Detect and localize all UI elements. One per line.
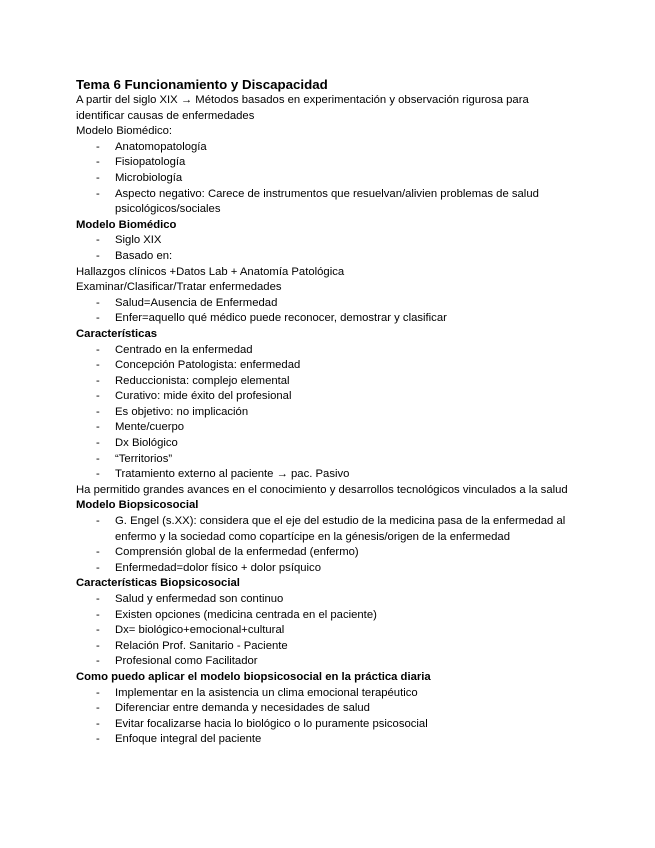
bullet-dash: - (96, 374, 100, 387)
heading-caracteristicas: Características (76, 327, 158, 340)
bullet-dash: - (96, 624, 100, 637)
bullet-dash: - (96, 249, 100, 262)
list-item: - Profesional como Facilitador (76, 654, 576, 670)
list-item: - Comprensión global de la enfermedad (enfermo) (76, 545, 576, 561)
bullet-dash: - (96, 187, 100, 200)
bullet-dash: - (96, 156, 100, 169)
bullet-dash: - (96, 702, 100, 715)
modelo-label: Modelo Biomédico: (76, 125, 173, 138)
list-practica-diaria (76, 686, 576, 748)
list-caracteristicas-biopsicosocial (76, 592, 576, 670)
list-item: - Dx= biológico+emocional+cultural (76, 623, 576, 639)
bullet-dash: - (96, 717, 100, 730)
list-item: - Es objetivo: no implicación (76, 405, 576, 421)
bullet-dash: - (96, 733, 100, 746)
bullet-dash: - (96, 593, 100, 605)
list-item: - Microbiología (76, 171, 576, 187)
document-body (76, 77, 576, 748)
list-item: - Aspecto negativo: Carece de instrumentos que resuelvan/alivien problemas de salud psicológicos/sociales (96, 187, 539, 216)
bullet-dash: - (96, 686, 100, 699)
bullet-dash: - (96, 296, 100, 309)
bullet-dash: - (96, 468, 100, 481)
heading-caracteristicas-biopsicosocial: Características Biopsicosocial (76, 577, 240, 590)
avances-paragraph: Ha permitido grandes avances en el conocimiento y desarrollos tecnológicos vinculados a la salud (76, 483, 568, 496)
list-item: - Basado en: (76, 249, 576, 265)
intro-paragraph: A partir del siglo XIX → Métodos basados en experimentación y observación rigurosa para identificar causas de enfermedades (76, 94, 529, 122)
list-item: - Centrado en la enfermedad (76, 343, 576, 359)
bullet-dash: - (96, 452, 100, 465)
hallazgos-line: Hallazgos clínicos +Datos Lab + Anatomía Patológica (76, 265, 345, 278)
list-item: - Evitar focalizarse hacia lo biológico o lo puramente psicosocial (76, 717, 576, 733)
bullet-dash: - (96, 561, 100, 574)
bullet-dash: - (96, 546, 100, 559)
list-item: - Anatomopatología (76, 140, 576, 156)
heading-como-aplicar: Como puedo aplicar el modelo biopsicosocial en la práctica diaria (76, 670, 431, 683)
bullet-dash: - (96, 312, 100, 325)
list-item: - Diferenciar entre demanda y necesidades de salud (76, 701, 576, 717)
list-biomedico-areas (76, 140, 576, 218)
list-biopsicosocial (76, 514, 576, 576)
bullet-dash: - (96, 359, 100, 372)
list-item: - Enfoque integral del paciente (76, 732, 576, 748)
bullet-dash: - (96, 140, 100, 153)
list-item: - Enfermedad=dolor físico + dolor psíquico (76, 561, 576, 577)
bullet-dash: - (96, 390, 100, 403)
page-title: Tema 6 Funcionamiento y Discapacidad (76, 77, 328, 92)
list-item: - G. Engel (s.XX): considera que el eje del estudio de la medicina pasa de la enfermedad al enfermo y la sociedad como copartícipe en la génesis/origen de la enfermedad (96, 515, 566, 543)
list-item: - Enfer=aquello qué médico puede reconocer, demostrar y clasificar (76, 311, 576, 327)
bullet-dash: - (96, 405, 100, 418)
list-item: - Salud y enfermedad son continuo (76, 592, 576, 608)
bullet-dash: - (96, 234, 100, 247)
list-caracteristicas (76, 343, 576, 483)
list-item: - Salud=Ausencia de Enfermedad (76, 296, 576, 312)
list-item: - Fisiopatología (76, 155, 576, 171)
bullet-dash: - (96, 437, 100, 450)
bullet-dash: - (96, 421, 100, 434)
bullet-dash: - (96, 608, 100, 621)
list-item: - Dx Biológico (76, 436, 576, 452)
bullet-dash: - (96, 171, 100, 184)
list-item: - Curativo: mide éxito del profesional (76, 389, 576, 405)
bullet-dash: - (96, 639, 100, 652)
list-item: - Reduccionista: complejo elemental (76, 374, 576, 390)
list-item: - Siglo XIX (76, 233, 576, 249)
heading-modelo-biopsicosocial: Modelo Biopsicosocial (76, 499, 199, 512)
list-item: - Tratamiento externo al paciente → pac. Pasivo (76, 467, 576, 483)
list-item: - Relación Prof. Sanitario - Paciente (76, 639, 576, 655)
examinar-line: Examinar/Clasificar/Tratar enfermedades (76, 281, 282, 294)
bullet-dash: - (96, 655, 100, 668)
bullet-dash: - (96, 343, 100, 356)
list-item: - “Territorios” (76, 452, 576, 468)
list-item: - Mente/cuerpo (76, 420, 576, 436)
heading-modelo-biomedico: Modelo Biomédico (76, 218, 177, 231)
bullet-dash: - (96, 515, 100, 528)
list-definitions (76, 296, 576, 327)
list-biomedico-basics (76, 233, 576, 264)
list-item: - Implementar en la asistencia un clima emocional terapéutico (76, 686, 576, 702)
list-item: - Existen opciones (medicina centrada en el paciente) (76, 608, 576, 624)
list-item: - Concepción Patologista: enfermedad (76, 358, 576, 374)
